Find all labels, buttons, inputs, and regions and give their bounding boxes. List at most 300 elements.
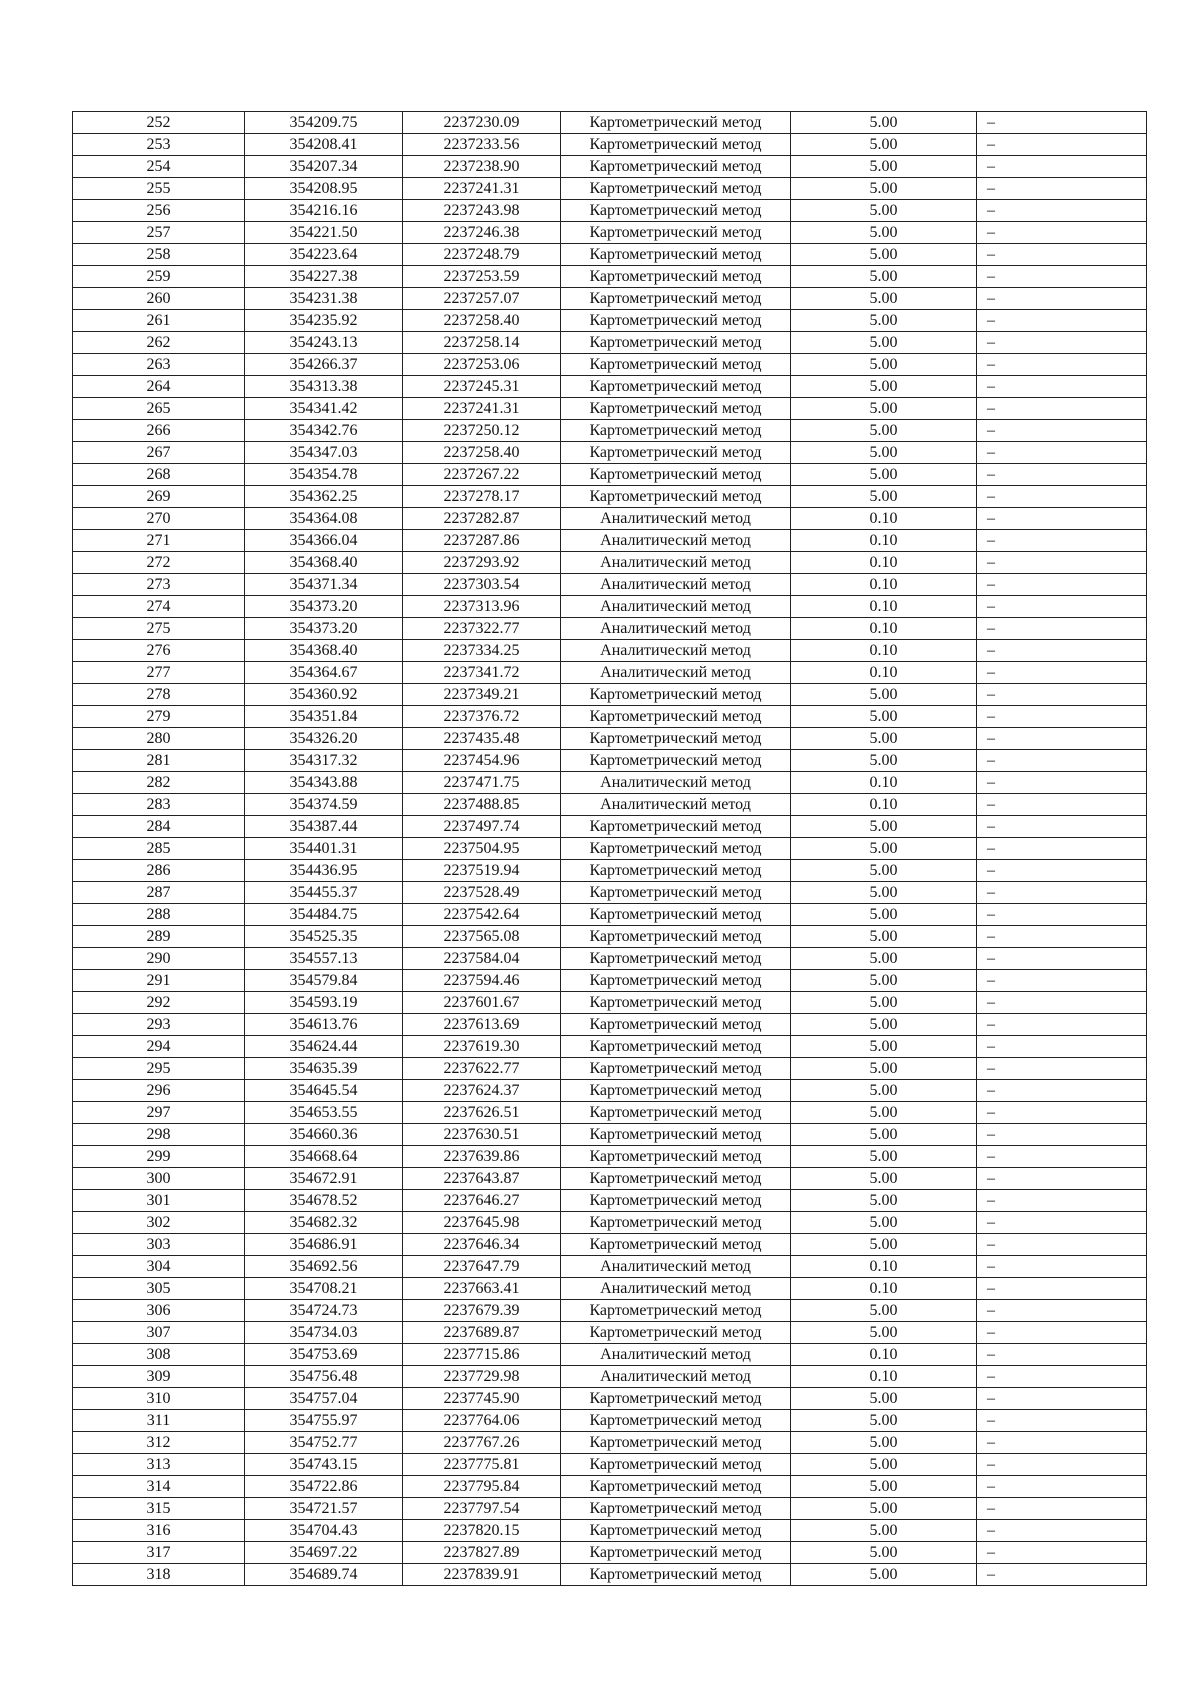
description-cell: – [977, 354, 1147, 376]
description-cell: – [977, 178, 1147, 200]
y-coordinate-cell: 2237376.72 [403, 706, 561, 728]
accuracy-cell: 0.10 [791, 1256, 977, 1278]
table-row [73, 992, 1147, 1014]
table-row [73, 244, 1147, 266]
accuracy-cell: 0.10 [791, 618, 977, 640]
method-cell: Картометрический метод [561, 706, 791, 728]
method-cell: Картометрический метод [561, 1454, 791, 1476]
point-number-cell: 312 [73, 1432, 245, 1454]
point-number-cell: 281 [73, 750, 245, 772]
accuracy-cell: 5.00 [791, 728, 977, 750]
point-number-cell: 294 [73, 1036, 245, 1058]
description-cell: – [977, 266, 1147, 288]
accuracy-cell: 5.00 [791, 1146, 977, 1168]
point-number-cell: 316 [73, 1520, 245, 1542]
point-number-cell: 259 [73, 266, 245, 288]
x-coordinate-cell: 354689.74 [245, 1564, 403, 1586]
x-coordinate-cell: 354208.41 [245, 134, 403, 156]
accuracy-cell: 5.00 [791, 464, 977, 486]
description-cell: – [977, 640, 1147, 662]
point-number-cell: 295 [73, 1058, 245, 1080]
method-cell: Картометрический метод [561, 728, 791, 750]
description-cell: – [977, 1388, 1147, 1410]
accuracy-cell: 5.00 [791, 1036, 977, 1058]
accuracy-cell: 5.00 [791, 1168, 977, 1190]
method-cell: Аналитический метод [561, 1344, 791, 1366]
description-cell: – [977, 948, 1147, 970]
table-row [73, 882, 1147, 904]
x-coordinate-cell: 354360.92 [245, 684, 403, 706]
table-row [73, 1234, 1147, 1256]
method-cell: Аналитический метод [561, 772, 791, 794]
method-cell: Аналитический метод [561, 530, 791, 552]
y-coordinate-cell: 2237645.98 [403, 1212, 561, 1234]
point-number-cell: 263 [73, 354, 245, 376]
table-row [73, 684, 1147, 706]
point-number-cell: 257 [73, 222, 245, 244]
point-number-cell: 299 [73, 1146, 245, 1168]
table-row [73, 200, 1147, 222]
table-row [73, 354, 1147, 376]
point-number-cell: 267 [73, 442, 245, 464]
point-number-cell: 266 [73, 420, 245, 442]
y-coordinate-cell: 2237775.81 [403, 1454, 561, 1476]
x-coordinate-cell: 354216.16 [245, 200, 403, 222]
table-row [73, 1080, 1147, 1102]
description-cell: – [977, 992, 1147, 1014]
y-coordinate-cell: 2237471.75 [403, 772, 561, 794]
accuracy-cell: 5.00 [791, 1498, 977, 1520]
description-cell: – [977, 662, 1147, 684]
point-number-cell: 278 [73, 684, 245, 706]
y-coordinate-cell: 2237679.39 [403, 1300, 561, 1322]
description-cell: – [977, 684, 1147, 706]
method-cell: Картометрический метод [561, 750, 791, 772]
table-row [73, 1366, 1147, 1388]
x-coordinate-cell: 354753.69 [245, 1344, 403, 1366]
description-cell: – [977, 1476, 1147, 1498]
y-coordinate-cell: 2237278.17 [403, 486, 561, 508]
accuracy-cell: 5.00 [791, 1212, 977, 1234]
description-cell: – [977, 222, 1147, 244]
table-row [73, 156, 1147, 178]
accuracy-cell: 5.00 [791, 178, 977, 200]
method-cell: Картометрический метод [561, 398, 791, 420]
y-coordinate-cell: 2237313.96 [403, 596, 561, 618]
accuracy-cell: 0.10 [791, 574, 977, 596]
table-row [73, 376, 1147, 398]
method-cell: Картометрический метод [561, 1300, 791, 1322]
x-coordinate-cell: 354686.91 [245, 1234, 403, 1256]
point-number-cell: 280 [73, 728, 245, 750]
description-cell: – [977, 1036, 1147, 1058]
description-cell: – [977, 1234, 1147, 1256]
accuracy-cell: 5.00 [791, 1080, 977, 1102]
description-cell: – [977, 376, 1147, 398]
description-cell: – [977, 200, 1147, 222]
accuracy-cell: 5.00 [791, 1102, 977, 1124]
x-coordinate-cell: 354227.38 [245, 266, 403, 288]
accuracy-cell: 5.00 [791, 398, 977, 420]
y-coordinate-cell: 2237745.90 [403, 1388, 561, 1410]
description-cell: – [977, 706, 1147, 728]
description-cell: – [977, 442, 1147, 464]
description-cell: – [977, 398, 1147, 420]
method-cell: Картометрический метод [561, 1432, 791, 1454]
x-coordinate-cell: 354317.32 [245, 750, 403, 772]
method-cell: Аналитический метод [561, 1366, 791, 1388]
point-number-cell: 274 [73, 596, 245, 618]
accuracy-cell: 5.00 [791, 750, 977, 772]
method-cell: Картометрический метод [561, 420, 791, 442]
y-coordinate-cell: 2237647.79 [403, 1256, 561, 1278]
table-row [73, 508, 1147, 530]
method-cell: Картометрический метод [561, 354, 791, 376]
description-cell: – [977, 1564, 1147, 1586]
x-coordinate-cell: 354635.39 [245, 1058, 403, 1080]
accuracy-cell: 5.00 [791, 1388, 977, 1410]
table-row [73, 1146, 1147, 1168]
accuracy-cell: 0.10 [791, 552, 977, 574]
table-row [73, 1498, 1147, 1520]
x-coordinate-cell: 354757.04 [245, 1388, 403, 1410]
method-cell: Картометрический метод [561, 376, 791, 398]
description-cell: – [977, 1058, 1147, 1080]
description-cell: – [977, 1278, 1147, 1300]
x-coordinate-cell: 354373.20 [245, 618, 403, 640]
y-coordinate-cell: 2237601.67 [403, 992, 561, 1014]
point-number-cell: 268 [73, 464, 245, 486]
description-cell: – [977, 1190, 1147, 1212]
description-cell: – [977, 728, 1147, 750]
accuracy-cell: 0.10 [791, 596, 977, 618]
y-coordinate-cell: 2237488.85 [403, 794, 561, 816]
y-coordinate-cell: 2237248.79 [403, 244, 561, 266]
point-number-cell: 253 [73, 134, 245, 156]
x-coordinate-cell: 354368.40 [245, 552, 403, 574]
accuracy-cell: 5.00 [791, 112, 977, 134]
x-coordinate-cell: 354209.75 [245, 112, 403, 134]
accuracy-cell: 5.00 [791, 420, 977, 442]
point-number-cell: 269 [73, 486, 245, 508]
x-coordinate-cell: 354364.67 [245, 662, 403, 684]
y-coordinate-cell: 2237334.25 [403, 640, 561, 662]
y-coordinate-cell: 2237258.40 [403, 310, 561, 332]
x-coordinate-cell: 354342.76 [245, 420, 403, 442]
x-coordinate-cell: 354351.84 [245, 706, 403, 728]
accuracy-cell: 5.00 [791, 1124, 977, 1146]
x-coordinate-cell: 354373.20 [245, 596, 403, 618]
method-cell: Картометрический метод [561, 332, 791, 354]
x-coordinate-cell: 354347.03 [245, 442, 403, 464]
y-coordinate-cell: 2237241.31 [403, 178, 561, 200]
method-cell: Аналитический метод [561, 596, 791, 618]
method-cell: Картометрический метод [561, 156, 791, 178]
description-cell: – [977, 816, 1147, 838]
x-coordinate-cell: 354455.37 [245, 882, 403, 904]
y-coordinate-cell: 2237258.40 [403, 442, 561, 464]
y-coordinate-cell: 2237241.31 [403, 398, 561, 420]
method-cell: Картометрический метод [561, 1168, 791, 1190]
table-row [73, 1014, 1147, 1036]
y-coordinate-cell: 2237435.48 [403, 728, 561, 750]
x-coordinate-cell: 354743.15 [245, 1454, 403, 1476]
table-row [73, 1190, 1147, 1212]
point-number-cell: 288 [73, 904, 245, 926]
x-coordinate-cell: 354387.44 [245, 816, 403, 838]
table-row [73, 398, 1147, 420]
method-cell: Картометрический метод [561, 860, 791, 882]
method-cell: Картометрический метод [561, 1102, 791, 1124]
point-number-cell: 271 [73, 530, 245, 552]
point-number-cell: 292 [73, 992, 245, 1014]
method-cell: Картометрический метод [561, 178, 791, 200]
accuracy-cell: 5.00 [791, 684, 977, 706]
description-cell: – [977, 618, 1147, 640]
method-cell: Картометрический метод [561, 948, 791, 970]
method-cell: Картометрический метод [561, 1124, 791, 1146]
x-coordinate-cell: 354579.84 [245, 970, 403, 992]
table-row [73, 530, 1147, 552]
point-number-cell: 270 [73, 508, 245, 530]
y-coordinate-cell: 2237282.87 [403, 508, 561, 530]
coordinates-table [72, 111, 1147, 1586]
method-cell: Картометрический метод [561, 1388, 791, 1410]
point-number-cell: 273 [73, 574, 245, 596]
accuracy-cell: 5.00 [791, 1432, 977, 1454]
x-coordinate-cell: 354722.86 [245, 1476, 403, 1498]
y-coordinate-cell: 2237287.86 [403, 530, 561, 552]
x-coordinate-cell: 354354.78 [245, 464, 403, 486]
point-number-cell: 307 [73, 1322, 245, 1344]
description-cell: – [977, 134, 1147, 156]
table-row [73, 1410, 1147, 1432]
method-cell: Картометрический метод [561, 112, 791, 134]
method-cell: Картометрический метод [561, 1146, 791, 1168]
method-cell: Картометрический метод [561, 266, 791, 288]
accuracy-cell: 5.00 [791, 222, 977, 244]
method-cell: Аналитический метод [561, 574, 791, 596]
point-number-cell: 252 [73, 112, 245, 134]
point-number-cell: 258 [73, 244, 245, 266]
description-cell: – [977, 1146, 1147, 1168]
x-coordinate-cell: 354734.03 [245, 1322, 403, 1344]
x-coordinate-cell: 354721.57 [245, 1498, 403, 1520]
table-row [73, 1058, 1147, 1080]
method-cell: Аналитический метод [561, 640, 791, 662]
point-number-cell: 311 [73, 1410, 245, 1432]
y-coordinate-cell: 2237643.87 [403, 1168, 561, 1190]
table-row [73, 1520, 1147, 1542]
y-coordinate-cell: 2237820.15 [403, 1520, 561, 1542]
description-cell: – [977, 332, 1147, 354]
description-cell: – [977, 1366, 1147, 1388]
accuracy-cell: 5.00 [791, 200, 977, 222]
point-number-cell: 297 [73, 1102, 245, 1124]
description-cell: – [977, 1014, 1147, 1036]
x-coordinate-cell: 354341.42 [245, 398, 403, 420]
method-cell: Картометрический метод [561, 1190, 791, 1212]
table-row [73, 1454, 1147, 1476]
table-row [73, 420, 1147, 442]
point-number-cell: 254 [73, 156, 245, 178]
method-cell: Картометрический метод [561, 288, 791, 310]
coordinates-table-body [73, 112, 1147, 1586]
x-coordinate-cell: 354207.34 [245, 156, 403, 178]
description-cell: – [977, 464, 1147, 486]
accuracy-cell: 5.00 [791, 266, 977, 288]
accuracy-cell: 5.00 [791, 992, 977, 1014]
y-coordinate-cell: 2237584.04 [403, 948, 561, 970]
table-row [73, 1124, 1147, 1146]
y-coordinate-cell: 2237257.07 [403, 288, 561, 310]
description-cell: – [977, 794, 1147, 816]
point-number-cell: 302 [73, 1212, 245, 1234]
x-coordinate-cell: 354704.43 [245, 1520, 403, 1542]
y-coordinate-cell: 2237626.51 [403, 1102, 561, 1124]
accuracy-cell: 5.00 [791, 244, 977, 266]
accuracy-cell: 5.00 [791, 1520, 977, 1542]
x-coordinate-cell: 354326.20 [245, 728, 403, 750]
method-cell: Картометрический метод [561, 486, 791, 508]
x-coordinate-cell: 354593.19 [245, 992, 403, 1014]
table-row [73, 1102, 1147, 1124]
table-row [73, 112, 1147, 134]
accuracy-cell: 5.00 [791, 706, 977, 728]
method-cell: Аналитический метод [561, 1278, 791, 1300]
description-cell: – [977, 1432, 1147, 1454]
table-row [73, 486, 1147, 508]
method-cell: Картометрический метод [561, 1564, 791, 1586]
y-coordinate-cell: 2237233.56 [403, 134, 561, 156]
accuracy-cell: 5.00 [791, 1564, 977, 1586]
description-cell: – [977, 508, 1147, 530]
accuracy-cell: 5.00 [791, 1190, 977, 1212]
table-row [73, 1388, 1147, 1410]
point-number-cell: 265 [73, 398, 245, 420]
description-cell: – [977, 970, 1147, 992]
x-coordinate-cell: 354678.52 [245, 1190, 403, 1212]
y-coordinate-cell: 2237795.84 [403, 1476, 561, 1498]
y-coordinate-cell: 2237827.89 [403, 1542, 561, 1564]
point-number-cell: 296 [73, 1080, 245, 1102]
accuracy-cell: 5.00 [791, 156, 977, 178]
point-number-cell: 314 [73, 1476, 245, 1498]
y-coordinate-cell: 2237267.22 [403, 464, 561, 486]
method-cell: Картометрический метод [561, 882, 791, 904]
accuracy-cell: 5.00 [791, 1410, 977, 1432]
x-coordinate-cell: 354371.34 [245, 574, 403, 596]
method-cell: Картометрический метод [561, 970, 791, 992]
y-coordinate-cell: 2237322.77 [403, 618, 561, 640]
description-cell: – [977, 1520, 1147, 1542]
x-coordinate-cell: 354692.56 [245, 1256, 403, 1278]
point-number-cell: 298 [73, 1124, 245, 1146]
table-row [73, 266, 1147, 288]
x-coordinate-cell: 354624.44 [245, 1036, 403, 1058]
table-row [73, 288, 1147, 310]
description-cell: – [977, 1256, 1147, 1278]
method-cell: Аналитический метод [561, 794, 791, 816]
accuracy-cell: 5.00 [791, 354, 977, 376]
method-cell: Картометрический метод [561, 838, 791, 860]
table-row [73, 1036, 1147, 1058]
y-coordinate-cell: 2237630.51 [403, 1124, 561, 1146]
table-row [73, 772, 1147, 794]
description-cell: – [977, 1168, 1147, 1190]
y-coordinate-cell: 2237565.08 [403, 926, 561, 948]
point-number-cell: 283 [73, 794, 245, 816]
method-cell: Картометрический метод [561, 200, 791, 222]
y-coordinate-cell: 2237622.77 [403, 1058, 561, 1080]
point-number-cell: 306 [73, 1300, 245, 1322]
description-cell: – [977, 1322, 1147, 1344]
y-coordinate-cell: 2237238.90 [403, 156, 561, 178]
accuracy-cell: 5.00 [791, 1454, 977, 1476]
y-coordinate-cell: 2237624.37 [403, 1080, 561, 1102]
table-row [73, 860, 1147, 882]
point-number-cell: 301 [73, 1190, 245, 1212]
accuracy-cell: 5.00 [791, 1476, 977, 1498]
point-number-cell: 286 [73, 860, 245, 882]
method-cell: Картометрический метод [561, 442, 791, 464]
x-coordinate-cell: 354401.31 [245, 838, 403, 860]
x-coordinate-cell: 354724.73 [245, 1300, 403, 1322]
description-cell: – [977, 1300, 1147, 1322]
y-coordinate-cell: 2237253.59 [403, 266, 561, 288]
method-cell: Аналитический метод [561, 508, 791, 530]
accuracy-cell: 5.00 [791, 288, 977, 310]
table-row [73, 728, 1147, 750]
accuracy-cell: 0.10 [791, 1278, 977, 1300]
table-row [73, 1542, 1147, 1564]
method-cell: Картометрический метод [561, 310, 791, 332]
accuracy-cell: 5.00 [791, 904, 977, 926]
method-cell: Аналитический метод [561, 1256, 791, 1278]
table-row [73, 574, 1147, 596]
accuracy-cell: 0.10 [791, 1344, 977, 1366]
table-row [73, 1212, 1147, 1234]
y-coordinate-cell: 2237504.95 [403, 838, 561, 860]
x-coordinate-cell: 354266.37 [245, 354, 403, 376]
point-number-cell: 282 [73, 772, 245, 794]
accuracy-cell: 5.00 [791, 882, 977, 904]
point-number-cell: 287 [73, 882, 245, 904]
table-row [73, 464, 1147, 486]
x-coordinate-cell: 354708.21 [245, 1278, 403, 1300]
point-number-cell: 285 [73, 838, 245, 860]
x-coordinate-cell: 354755.97 [245, 1410, 403, 1432]
point-number-cell: 303 [73, 1234, 245, 1256]
point-number-cell: 279 [73, 706, 245, 728]
y-coordinate-cell: 2237519.94 [403, 860, 561, 882]
accuracy-cell: 5.00 [791, 134, 977, 156]
accuracy-cell: 0.10 [791, 1366, 977, 1388]
table-row [73, 706, 1147, 728]
method-cell: Картометрический метод [561, 1036, 791, 1058]
method-cell: Картометрический метод [561, 816, 791, 838]
description-cell: – [977, 772, 1147, 794]
y-coordinate-cell: 2237764.06 [403, 1410, 561, 1432]
description-cell: – [977, 112, 1147, 134]
x-coordinate-cell: 354682.32 [245, 1212, 403, 1234]
point-number-cell: 308 [73, 1344, 245, 1366]
description-cell: – [977, 838, 1147, 860]
point-number-cell: 290 [73, 948, 245, 970]
x-coordinate-cell: 354668.64 [245, 1146, 403, 1168]
y-coordinate-cell: 2237639.86 [403, 1146, 561, 1168]
table-row [73, 970, 1147, 992]
